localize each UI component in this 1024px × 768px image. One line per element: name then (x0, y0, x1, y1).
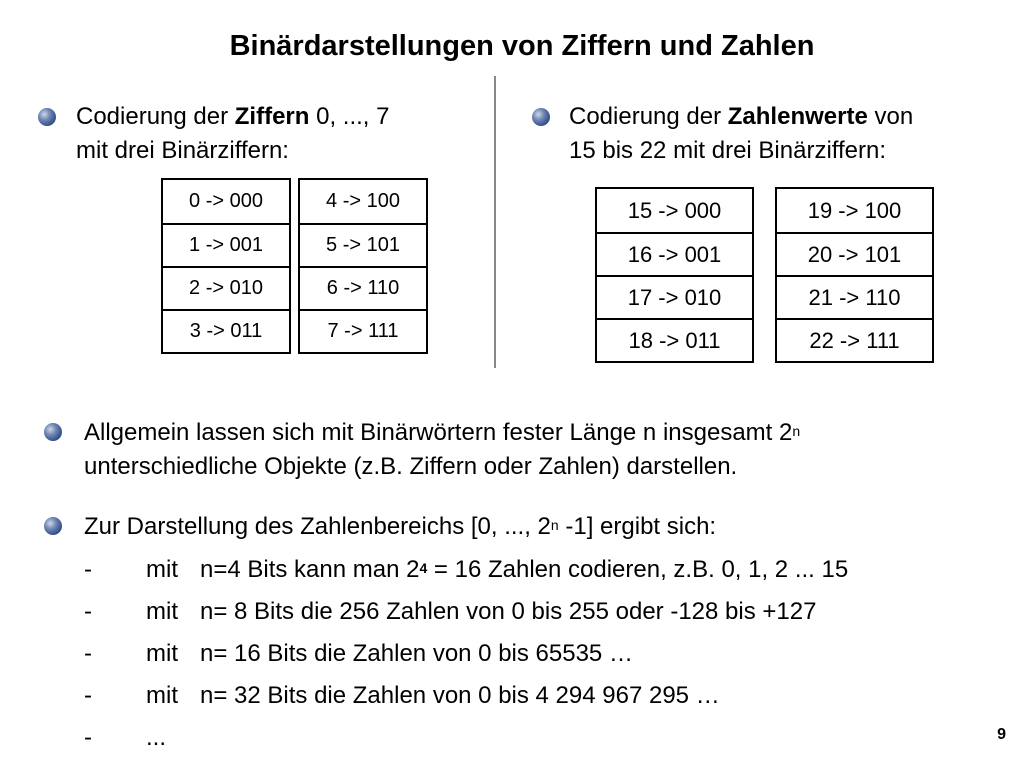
bullet-icon (44, 517, 62, 535)
list-item (84, 637, 1004, 671)
paragraph-general-line1: Allgemein lassen sich mit Binärwörtern fester Länge n insgesamt 2 (84, 419, 793, 446)
slide-title: Binärdarstellungen von Ziffern und Zahlen (229, 30, 815, 62)
table-cell: 19 -> 100 (807, 198, 902, 223)
table-cell: 17 -> 010 (597, 275, 752, 318)
list-item-text: n= 8 Bits die 256 Zahlen von 0 bis 255 oder -128 bis +127 (200, 598, 817, 625)
left-heading-text: Codierung der (76, 103, 235, 130)
list-item-prefix: mit (146, 682, 178, 709)
left-heading-text-end: 0, ..., 7 (309, 103, 390, 130)
list-item-text: n= 16 Bits die Zahlen von 0 bis 65535 … (200, 640, 633, 667)
superscript: 4 (419, 560, 428, 576)
table-cell: 3 -> 011 (163, 309, 289, 352)
list-item-ellipsis: ... (146, 724, 167, 751)
table-cell: 5 -> 101 (300, 223, 426, 266)
right-heading-bold: Zahlenwerte (727, 103, 868, 130)
left-code-table-2 (298, 178, 428, 354)
list-item-text: n= 32 Bits die Zahlen von 0 bis 4 294 967 295 … (200, 682, 720, 709)
paragraph-general-line2: unterschiedliche Objekte (z.B. Ziffern oder Zahlen) darstellen. (84, 453, 738, 480)
table-cell: 15 -> 000 (627, 198, 722, 223)
table-cell: 22 -> 111 (777, 318, 932, 361)
superscript: n (792, 423, 801, 439)
left-heading-line2: mit drei Binärziffern: (76, 137, 289, 164)
list-item (84, 553, 1004, 587)
bullet-icon (44, 423, 62, 441)
left-heading (76, 100, 389, 168)
table-cell: 0 -> 000 (189, 190, 263, 212)
list-item-prefix: mit (146, 640, 178, 667)
list-item (84, 721, 384, 755)
table-cell: 20 -> 101 (777, 232, 932, 275)
table-cell: 21 -> 110 (777, 275, 932, 318)
superscript: n (550, 517, 559, 533)
list-item-prefix: mit (146, 556, 178, 583)
left-code-table-1 (161, 178, 291, 354)
bullet-icon (532, 108, 550, 126)
list-item-prefix: mit (146, 598, 178, 625)
dash-marker: - (84, 682, 92, 709)
list-item-text (200, 553, 848, 587)
paragraph-range-line1: Zur Darstellung des Zahlenbereichs [0, ..., 2 (84, 513, 551, 540)
table-cell: 4 -> 100 (326, 190, 400, 212)
list-item-text-a: n=4 Bits kann man 2 (200, 556, 420, 583)
list-item (84, 595, 1004, 629)
list-item-text-b: = 16 Zahlen codieren, z.B. 0, 1, 2 ... 15 (427, 556, 849, 583)
right-heading-text: Codierung der (569, 103, 728, 130)
right-heading-text-end: von (867, 103, 914, 130)
dash-marker: - (84, 724, 92, 751)
page-number: 9 (997, 726, 1006, 743)
right-code-table-2 (775, 187, 934, 363)
paragraph-range (84, 510, 716, 544)
table-cell: 6 -> 110 (300, 266, 426, 309)
left-heading-bold: Ziffern (234, 103, 310, 130)
list-item (84, 679, 1004, 713)
bullet-icon (38, 108, 56, 126)
paragraph-general (84, 416, 800, 484)
table-cell: 1 -> 001 (163, 223, 289, 266)
right-code-table-1 (595, 187, 754, 363)
right-heading-line2: 15 bis 22 mit drei Binärziffern: (569, 137, 887, 164)
table-cell: 7 -> 111 (300, 309, 426, 352)
right-heading (569, 100, 913, 168)
table-cell: 2 -> 010 (163, 266, 289, 309)
table-cell: 18 -> 011 (597, 318, 752, 361)
paragraph-range-line1-end: -1] ergibt sich: (558, 513, 717, 540)
dash-marker: - (84, 640, 92, 667)
column-divider (494, 76, 496, 368)
dash-marker: - (84, 556, 92, 583)
table-cell: 16 -> 001 (597, 232, 752, 275)
dash-marker: - (84, 598, 92, 625)
